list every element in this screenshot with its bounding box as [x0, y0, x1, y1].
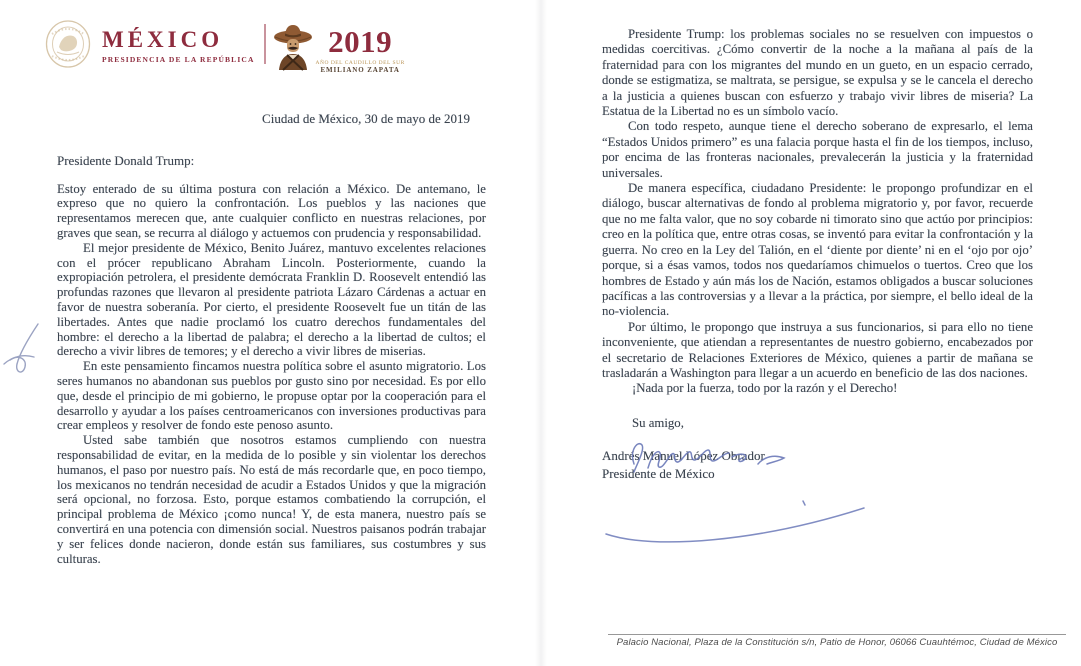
signer-name: Andrés Manuel López Obrador — [602, 448, 765, 464]
year-subtitle-small: AÑO DEL CAUDILLO DEL SUR — [315, 60, 405, 66]
paragraph: Presidente Trump: los problemas sociales no se resuelven con impuestos o medidas coercitivas. ¿Cómo convertir de la noche a la mañana al país de la fraternidad para con los migrantes del mundo en un gueto, en un espacio cerrado, donde se estigmatiza, se maltrata, se persigue, se expulsa y se le cancela el derecho a la justicia a quienes buscan con esfuerzo y trabajo vivir libres de miseria? La Estatua de la Libertad no es un símbolo vacío. — [602, 27, 1033, 119]
paragraph: Por último, le propongo que instruya a sus funcionarios, si para ello no tiene inconveniente, que atiendan a representantes de nuestro gobierno, encabezados por el secretario de Relaciones Exteriores de México, quienes a partir de mañana se trasladarán a Washington para llegar a un acuerdo en beneficio de las dos naciones. — [602, 319, 1033, 380]
letter-footer — [608, 634, 1066, 648]
year-block — [316, 26, 405, 74]
coat-of-arms-seal-icon — [44, 18, 92, 70]
brand-block — [102, 28, 255, 64]
page-2 — [540, 0, 1081, 666]
brand-subtitle: PRESIDENCIA DE LA REPÚBLICA — [102, 55, 255, 64]
margin-pen-mark-icon — [2, 318, 48, 380]
paragraph: De manera específica, ciudadano Presidente: le propongo profundizar en el diálogo, buscar alternativas de fondo al problema migratorio y, por favor, recuerde que no me falta valor, que no soy cobarde ni timorato sino que actúo por principios: creo en la política que, entre otras cosas, se inventó para evitar la confrontación y la guerra. No creo en la Ley del Talión, en el ‘diente por diente’ ni en el ‘ojo por ojo’ porque, si a ésas vamos, todos nos quedaríamos chimuelos o tuertos. Creo que los hombres de Estado y aún más los de Nación, estamos obligados a buscar soluciones pacíficas a las controversias y a llevar a la práctica, por siempre, el bello ideal de la no-violencia. — [602, 181, 1033, 319]
paragraph: En este pensamiento fincamos nuestra política sobre el asunto migratorio. Los seres humanos no abandonan sus pueblos por gusto sino por necesidad. Es por ello que, desde el principio de mi gobierno, le propuse optar por la cooperación para el desarrollo y ayudar a los países centroamericanos con inversiones productivas para crear empleos y resolver de fondo este penoso asunto. — [57, 359, 486, 433]
page-1 — [0, 0, 540, 666]
brand-wordmark: MÉXICO — [102, 27, 224, 52]
paragraph: Con todo respeto, aunque tiene el derecho soberano de expresarlo, el lema “Estados Unidos primero” es una falacia porque hasta el fin de los tiempos, incluso, por encima de las fronteras nacionales, prevalecerán la justicia y la fraternidad universales. — [602, 119, 1033, 180]
closing-line: Su amigo, — [632, 415, 684, 430]
paragraph: Estoy enterado de su última postura con relación a México. De antemano, le expreso que no quiero la confrontación. Los pueblos y las naciones que representamos merecen que, ante cualquier conflicto en nuestras relaciones, por graves que sean, se recurra al diálogo y actuemos con prudencia y responsabilidad. — [57, 181, 486, 240]
paragraph: El mejor presidente de México, Benito Juárez, mantuvo excelentes relaciones con el prócer republicano Abraham Lincoln. Posteriormente, cuando la expropiación petrolera, el presidente demócrata Franklin D. Roosevelt entendió las profundas razones que llevaron al presidente patriota Lázaro Cárdenas a actuar en favor de nuestra soberanía. Por cierto, el presidente Roosevelt fue un titán de las libertades. Antes que nadie proclamó los cuatro derechos fundamentales del hombre: el derecho a la libertad de palabra; el derecho a la libertad de cultos; el derecho a vivir libres de temores; y el derecho a vivir libres de miserias. — [57, 240, 486, 359]
signer-title: Presidente de México — [602, 465, 715, 481]
underline-swoosh-icon — [598, 498, 878, 553]
year-label: 2019 — [328, 24, 393, 59]
paragraph: Usted sabe también que nosotros estamos cumpliendo con nuestra responsabilidad de evitar, en la medida de lo posible y sin violentar los derechos humanos, el paso por nuestro país. No está de más recordarle que, en poco tiempo, los mexicanos no tendrán necesidad de acudir a Estados Unidos y que la migración será opcional, no forzosa. Esto, porque estamos combatiendo la corrupción, el principal problema de México ¡como nunca! Y, de esta manera, nuestro país se convertirá en una potencia con dimensión social. Nuestros paisanos podrán trabajar y ser felices donde nacieron, donde están sus familiares, sus costumbres y sus culturas. — [57, 433, 486, 566]
signature-scribble-icon — [626, 438, 801, 480]
zapata-portrait-icon — [273, 21, 313, 71]
year-subtitle: EMILIANO ZAPATA — [320, 66, 400, 74]
government-letterhead — [44, 18, 405, 74]
page-1-text — [57, 112, 486, 566]
motto-line: ¡Nada por la fuerza, todo por la razón y el Derecho! — [632, 381, 898, 396]
footer-address: Palacio Nacional, Plaza de la Constitución s/n, Patio de Honor, 06066 Cuauhtémoc, Ciudad de México — [616, 637, 1058, 648]
page-1-body — [57, 182, 486, 567]
page-2-text — [602, 27, 1033, 481]
logo-divider — [264, 24, 266, 64]
dateline: Ciudad de México, 30 de mayo de 2019 — [262, 111, 470, 126]
salutation: Presidente Donald Trump: — [57, 152, 195, 168]
